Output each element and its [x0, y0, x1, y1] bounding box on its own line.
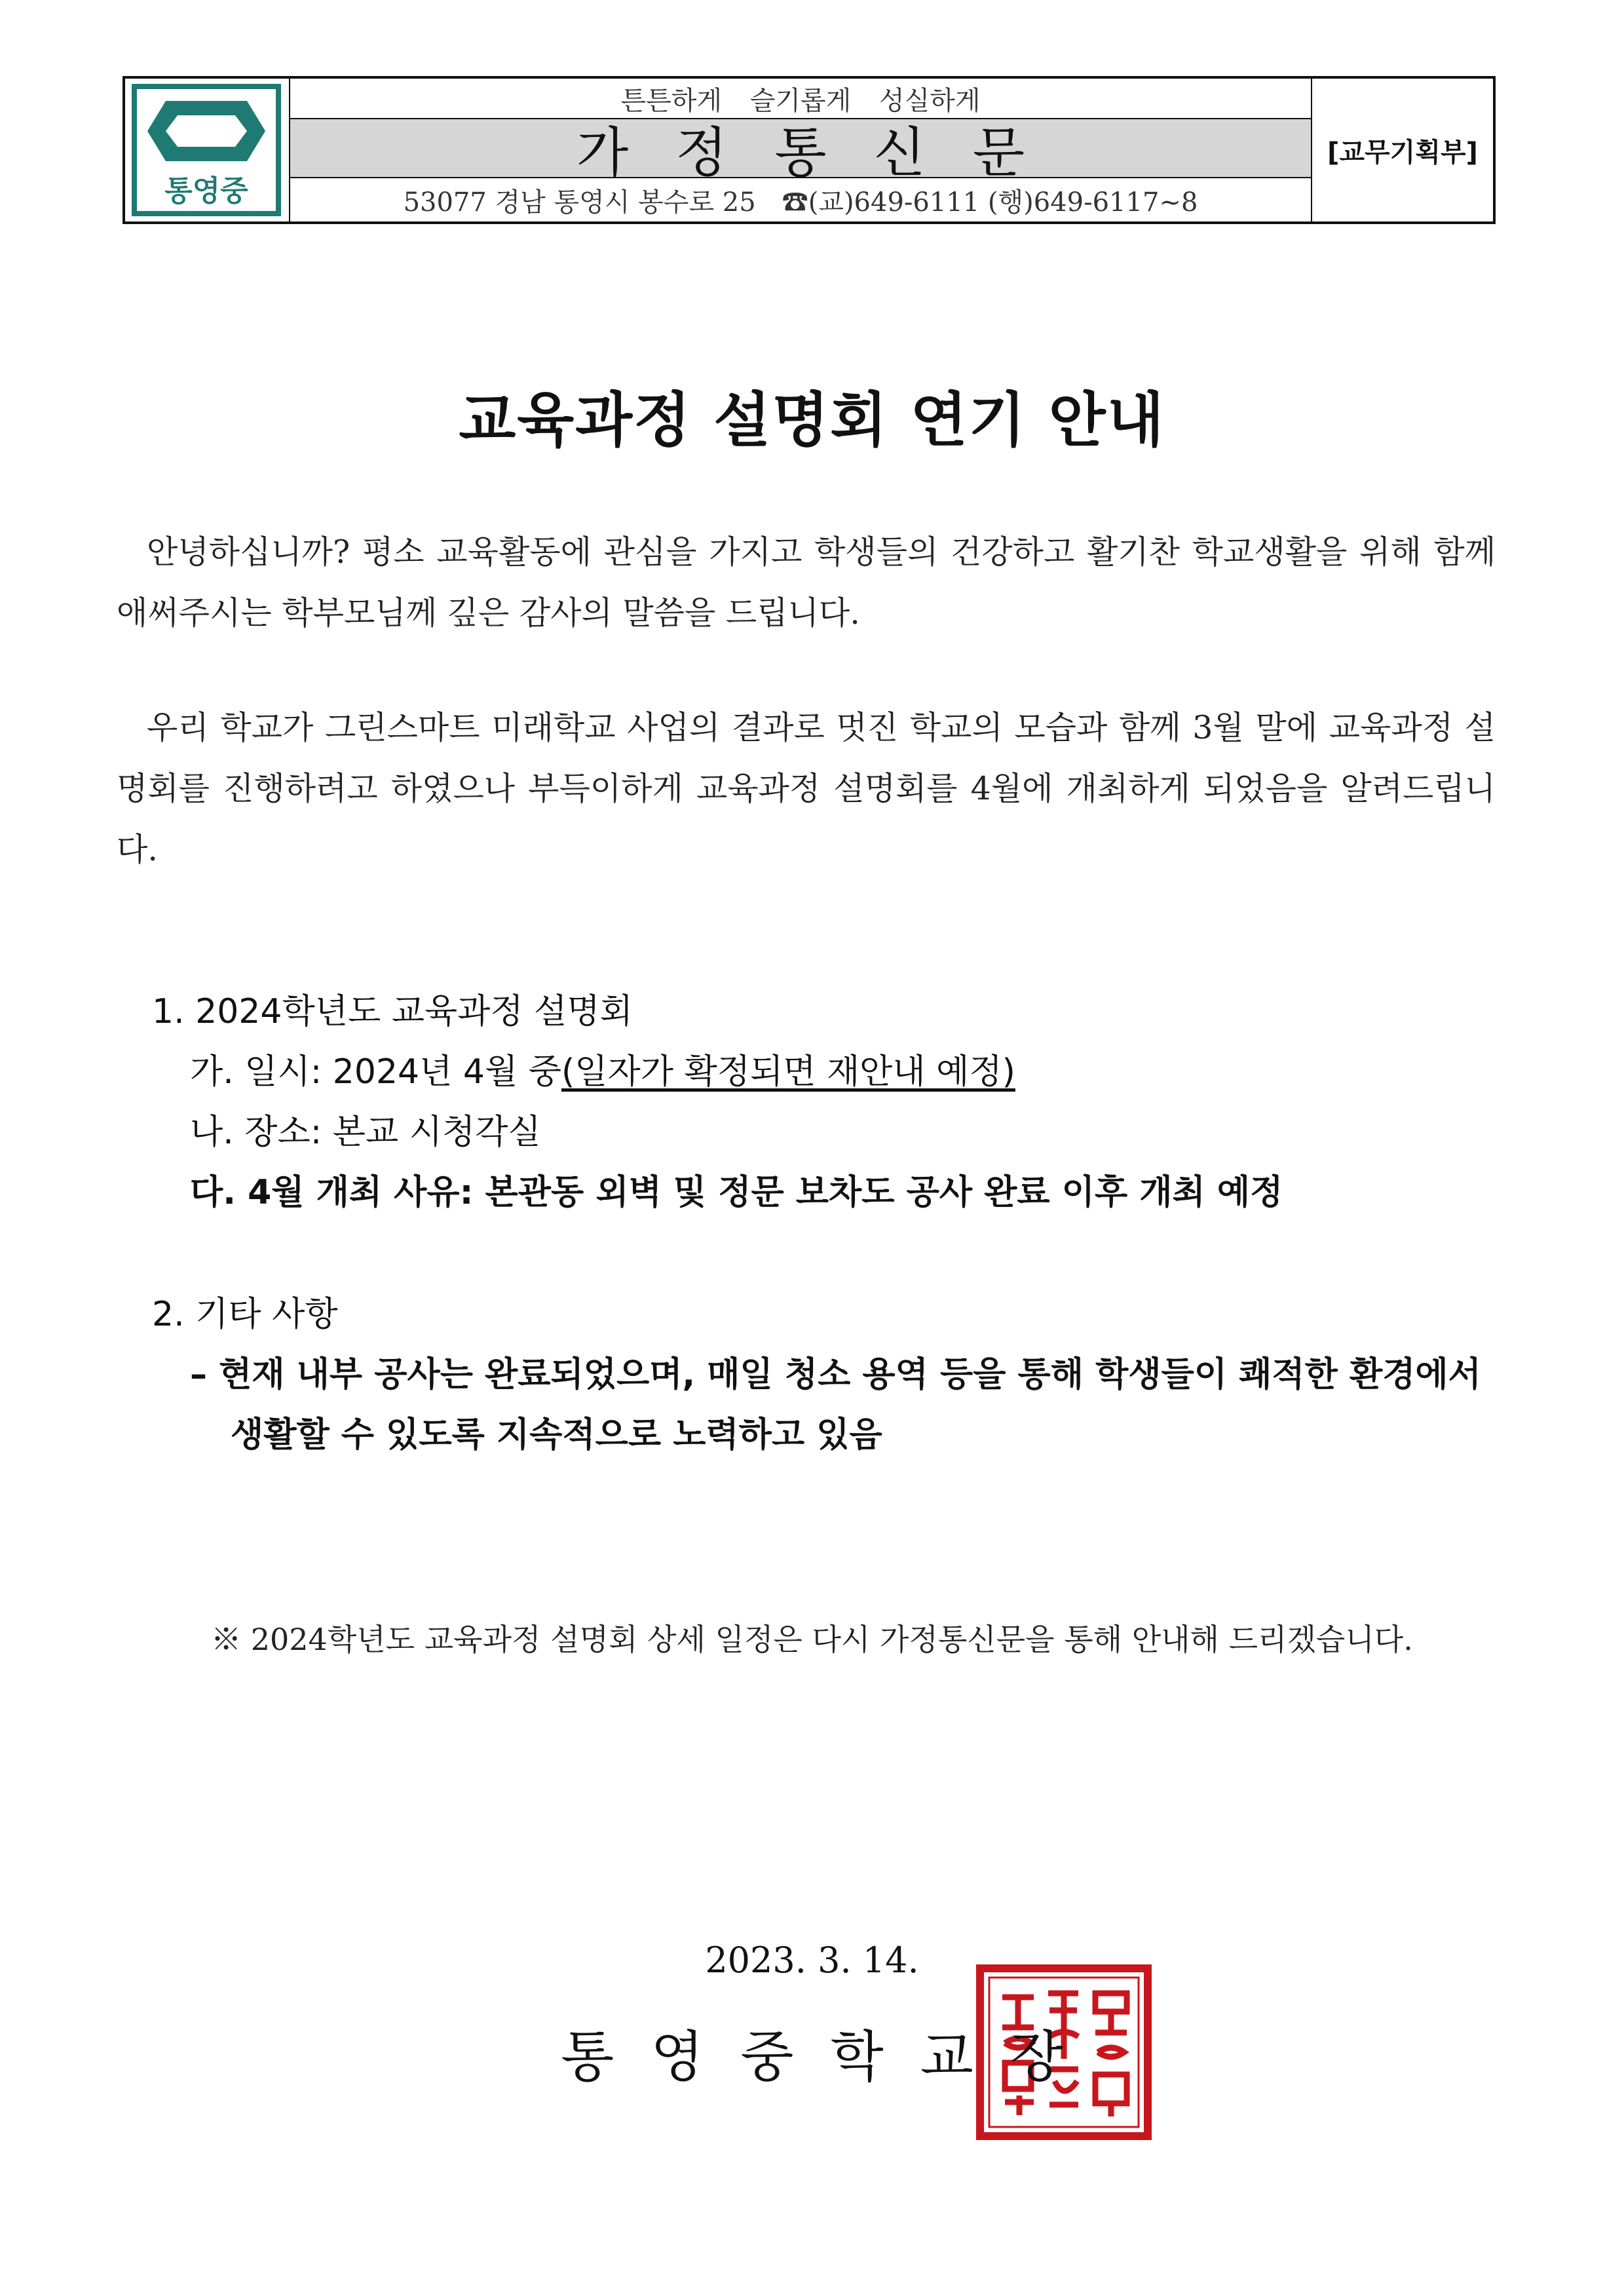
section2-heading: 2. 기타 사항: [152, 1295, 338, 1334]
school-principal-signature: 통영중학교장: [561, 2025, 1100, 2089]
item-a-text: 가. 일시: 2024년 4월 중: [190, 1052, 561, 1092]
school-contact: [290, 178, 1311, 221]
notice-paragraph: 우리 학교가 그린스마트 미래학교 사업의 결과로 멋진 학교의 모습과 함께 3월 말에 교육과정 설명회를 진행하려고 하였으나 부득이하게 교육과정 설명회를 4월에 개최하게 되었음을 알려드립니다.: [117, 709, 1496, 868]
section1-item-a: [190, 1042, 1015, 1103]
section1-item-b: 나. 장소: 본교 시청각실: [190, 1113, 541, 1152]
section2-line1: – 현재 내부 공사는 완료되었으며, 매일 청소 용역 등을 통해 학생들이 쾌적한 환경에서: [190, 1355, 1481, 1394]
logo-text: 통영중: [164, 174, 248, 208]
section1-heading: 1. 2024학년도 교육과정 설명회: [152, 992, 633, 1031]
school-address: 53077 경남 통영시 봉수로 25: [403, 187, 756, 218]
document-title: 교육과정 설명회 연기 안내: [459, 386, 1165, 455]
greeting-paragraph: 안녕하십니까? 평소 교육활동에 관심을 가지고 학생들의 건강하고 활기찬 학교생활을 위해 함께 애써주시는 학부모님께 깊은 감사의 말씀을 드립니다.: [117, 533, 1496, 632]
footnote: ※ 2024학년도 교육과정 설명회 상세 일정은 다시 가정통신문을 통해 안내해 드리겠습니다.: [211, 1622, 1413, 1657]
school-motto: 튼튼하게 슬기롭게 성실하게: [290, 79, 1311, 119]
newsletter-title: 가정통신문: [290, 119, 1311, 178]
school-phone: ☎(교)649-6111 (행)649-6117~8: [782, 187, 1198, 218]
section1-item-c: 다. 4월 개최 사유: 본관동 외벽 및 정문 보차도 공사 완료 이후 개최 예정: [190, 1173, 1283, 1212]
school-logo: [125, 79, 290, 221]
section2-line2: 생활할 수 있도록 지속적으로 노력하고 있음: [231, 1415, 882, 1455]
department-label: [교무기획부]: [1327, 137, 1478, 168]
issue-date: 2023. 3. 14.: [705, 1940, 919, 1981]
school-logo-icon: [125, 79, 288, 221]
item-a-underlined: (일자가 확정되면 재안내 예정): [561, 1052, 1015, 1092]
letterhead: [123, 76, 1496, 224]
